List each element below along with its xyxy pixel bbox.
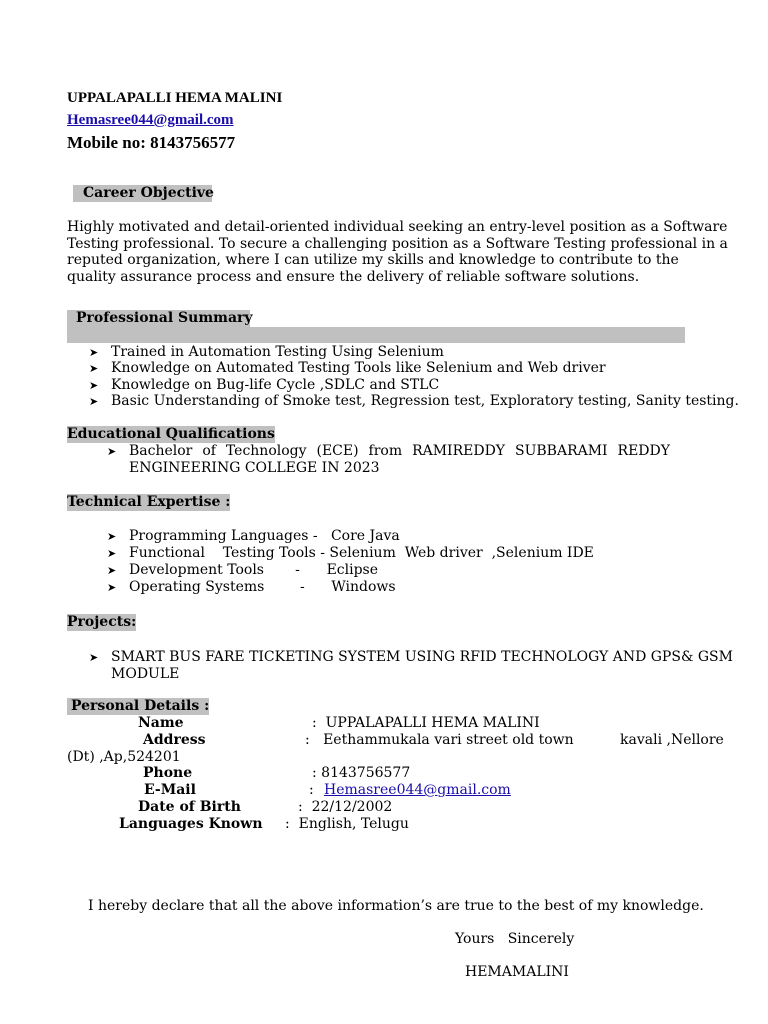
name-label: Name [138, 715, 184, 731]
arrowhead-bullet-icon: ➤ [107, 581, 117, 594]
phone-value: : 8143756577 [312, 765, 411, 781]
phone-label: Phone [143, 765, 193, 781]
summary-heading-bar [67, 327, 685, 343]
address-value: : Eethammukala vari street old town [305, 732, 574, 748]
candidate-name: UPPALAPALLI HEMA MALINI [67, 90, 283, 106]
closing-text: Yours Sincerely [455, 931, 575, 947]
arrowhead-bullet-icon: ➤ [89, 395, 99, 408]
address-label: Address [143, 732, 206, 748]
arrowhead-bullet-icon: ➤ [89, 346, 99, 359]
technical-item: Development Tools - Eclipse [129, 562, 379, 578]
career-objective-text: Highly motivated and detail-oriented individual seeking an entry-level position as a Software Testing professional. To secure a challenging position as a Software Testing professional in a reputed organization, where I can utilize my skills and knowledge to contribute to the quality assurance process and ensure the delivery of reliable software solutions. [67, 219, 728, 285]
project-title-line: MODULE [111, 666, 180, 682]
header-email-link[interactable]: Hemasree044@gmail.com [67, 112, 234, 128]
address-continuation: (Dt) ,Ap,524201 [67, 749, 181, 765]
summary-item: Knowledge on Automated Testing Tools like Selenium and Web driver [111, 360, 606, 376]
languages-value: : English, Telugu [285, 816, 409, 832]
technical-item: Operating Systems - Windows [129, 579, 396, 595]
arrowhead-bullet-icon: ➤ [89, 651, 99, 664]
languages-label: Languages Known [119, 816, 263, 832]
personal-details-heading: Personal Details : [67, 698, 209, 715]
personal-email-link[interactable]: Hemasree044@gmail.com [324, 782, 511, 798]
arrowhead-bullet-icon: ➤ [107, 530, 117, 543]
address-value-cont: kavali ,Nellore [620, 732, 724, 748]
technical-item: Programming Languages - Core Java [129, 528, 400, 544]
email-colon: : [309, 782, 314, 798]
project-title-line: SMART BUS FARE TICKETING SYSTEM USING RFID TECHNOLOGY AND GPS& GSM [111, 649, 733, 665]
arrowhead-bullet-icon: ➤ [89, 379, 99, 392]
email-label: E-Mail [144, 782, 196, 798]
arrowhead-bullet-icon: ➤ [107, 445, 117, 458]
summary-item: Knowledge on Bug-life Cycle ,SDLC and STLC [111, 377, 440, 393]
education-degree-line: Bachelor of Technology (ECE) from RAMIREDDY SUBBARAMI REDDY [129, 443, 670, 459]
name-value: : UPPALAPALLI HEMA MALINI [312, 715, 540, 731]
dob-label: Date of Birth [138, 799, 241, 815]
education-heading: Educational Qualifications [67, 426, 275, 442]
summary-item: Trained in Automation Testing Using Selenium [111, 344, 444, 360]
arrowhead-bullet-icon: ➤ [107, 564, 117, 577]
summary-item: Basic Understanding of Smoke test, Regression test, Exploratory testing, Sanity testing. [111, 393, 739, 409]
technical-item: Functional Testing Tools - Selenium Web driver ,Selenium IDE [129, 545, 594, 561]
technical-expertise-heading: Technical Expertise : [67, 494, 231, 510]
dob-value: : 22/12/2002 [298, 799, 393, 815]
signature-name: HEMAMALINI [465, 964, 569, 980]
education-college-line: ENGINEERING COLLEGE IN 2023 [129, 460, 380, 476]
arrowhead-bullet-icon: ➤ [89, 362, 99, 375]
projects-heading: Projects: [67, 614, 137, 630]
professional-summary-heading: Professional Summary [76, 310, 253, 326]
mobile-number: Mobile no: 8143756577 [67, 133, 236, 152]
declaration-text: I hereby declare that all the above information’s are true to the best of my knowledge. [88, 898, 704, 914]
arrowhead-bullet-icon: ➤ [107, 547, 117, 560]
career-objective-heading: Career Objective [83, 185, 214, 201]
